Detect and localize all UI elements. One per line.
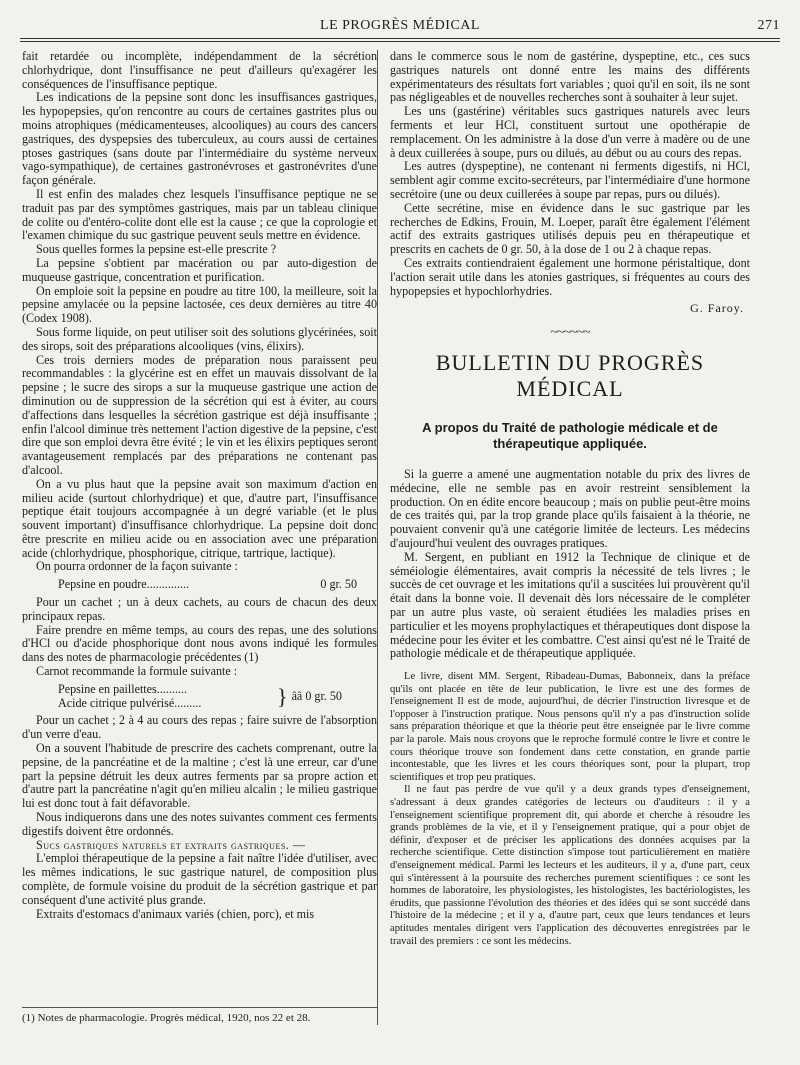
left-column xyxy=(22,50,377,921)
paragraph: Ces extraits contiendraient également une hormone péristaltique, dont l'action serait utile dans les atonies gastriques, si fréquentes au cours des hypopepsies et hypochlorhydries. xyxy=(390,255,750,298)
paragraph: On emploie soit la pepsine en poudre au titre 100, la meilleure, soit la pepsine amylacée ou la pepsine lactosée, ces deux dernières au titre 40 (Codex 1908). xyxy=(22,283,377,326)
formula-ingredient: Pepsine en poudre.............. xyxy=(58,577,189,592)
paragraph: Pour un cachet ; 2 à 4 au cours des repas ; faire suivre de l'absorption d'un verre d'eau. xyxy=(22,713,377,742)
author-signature: G. Faroy. xyxy=(690,301,744,316)
formula-dose: ââ 0 gr. 50 xyxy=(291,688,342,703)
formula-ingredient: Pepsine en paillettes.......... xyxy=(58,681,187,696)
paragraph: Sous forme liquide, on peut utiliser soit des solutions glycérinées, soit des sirops, soit des préparations alcooliques (vins, élixirs). xyxy=(22,324,377,353)
page-number: 271 xyxy=(757,18,780,33)
paragraph: M. Sergent, en publiant en 1912 la Technique de clinique et de séméiologie élémentaires, avait compris la nécessité de tels livres ; le succès de cet ouvrage et les imitations qu'il a suscitées lui prouvèrent qu'il était dans la bonne voie. Il devenait dès lors nécessaire de le compléter par un autre plus vaste, où seraient étudiées les maladies prises en particulier et les moyens prophylactiques et thérapeutiques dont dispose la médecine pour les éviter et les combattre. C'est ainsi qu'est né le Traité de pathologie médicale et de thérapeutique appliquée. xyxy=(390,549,750,661)
quoted-paragraph: Il ne faut pas perdre de vue qu'il y a deux grands types d'enseignement, s'adressant à deux grandes catégories de lecteurs ou d'auditeurs : il y a l'enseignement scientifique proprement dit, qui aborde et cherche à résoudre les grands problèmes de la vie, et il y l'enseignement pratique, qui a pour objet de définir, d'exposer et de préciser les applications des données acquises par la recherche scientifique. Cette distinction s'impose tout particulièrement en matière d'enseignement médical. Parmi les lecteurs et les auditeurs, il y a, d'une part, ceux qui s'intéressent à la poursuite des recherches purement scientifiques : ce sont les hommes de laboratoire, les physiologistes, les histologistes, les bactériologistes, les érudits, que passionne l'évolution des théories et des idées qui se sont succédé dans l'histoire de la médecine ; et il y a, d'autre part, ceux que leurs tendances et leurs aptitudes mentales dirigent vers l'application des découvertes enregistrées par le travail des premiers : ce sont les médecins. xyxy=(390,784,750,947)
paragraph: On a vu plus haut que la pepsine avait son maximum d'action en milieu acide (surtout chlorhydrique) et que, d'autre part, l'insuffisance peptique était toujours accompagnée à un degré variable (et le plus souvent important) d'insuffisance chlorhydrique. La pepsine doit donc être prescrite en milieu acide ou en association avec une préparation acide (chlorhydrique, phosphorique, citrique, tartrique, lactique). xyxy=(22,476,377,560)
paragraph: Sous quelles formes la pepsine est-elle prescrite ? xyxy=(36,242,277,257)
formula-ingredient: Acide citrique pulvérisé......... xyxy=(58,695,202,710)
paragraph: Ces trois derniers modes de préparation nous paraissent peu recommandables : la glycérine est en effet un mauvais dissolvant de la pepsine ; le sucre des sirops a sur la muqueuse gastrique une action de diminution ou de suppression de la sécrétion qui est à éviter, au cours d'affections dans lesquelles la sécrétion gastrique est déjà insuffisante ; enfin l'alcool diminue très nettement l'action digestive de la pepsine, c'est dire que son emploi devra être évité ; le vin et les élixirs peptiques seront avantageusement remplacés par des préparations ne contenant pas d'alcool. xyxy=(22,352,377,477)
paragraph: Nous indiquerons dans une des notes suivantes comment ces ferments digestifs doivent être ordonnés. xyxy=(22,810,377,838)
subsection-heading: Sucs gastriques naturels et extraits gastriques. — xyxy=(36,837,306,852)
journal-title: LE PROGRÈS MÉDICAL xyxy=(320,18,480,33)
prescription-formula xyxy=(58,578,377,592)
footnote: (1) Notes de pharmacologie. Progrès médical, 1920, nos 22 et 28. xyxy=(22,1012,311,1024)
paragraph: On a souvent l'habitude de prescrire des cachets comprenant, outre la pepsine, de la pancréatine et de la maltine ; c'est là une erreur, car d'une part la pepsine détruit les deux autres ferments par sa propre action et d'autre part la pancréatine n'agit qu'en milieu alcalin ; le milieu gastrique lui est donc tout à fait défavorable. xyxy=(22,741,377,811)
bulletin-title: BULLETIN DU PROGRÈS MÉDICAL xyxy=(435,349,705,401)
right-column xyxy=(390,50,750,948)
paragraph: La pepsine s'obtient par macération ou par auto-digestion de muqueuse gastrique, concentration et purification. xyxy=(22,255,377,284)
paragraph: Cette secrétine, mise en évidence dans le suc gastrique par les recherches de Edkins, Frouin, M. Loeper, paraît être également l'élément actif des extraits gastriques utilisés depuis peu en thérapeutique et prescrits en cachets de 0 gr. 50, à la dose de 1 ou 2 à chaque repas. xyxy=(390,200,750,257)
carnot-formula xyxy=(58,683,377,711)
paragraph: Carnot recommande la formule suivante : xyxy=(36,664,238,679)
paragraph: dans le commerce sous le nom de gastérine, dyspeptine, etc., ces sucs gastriques naturels ont donné entre les mains des différents expérimentateurs des résultats fort variables ; quoi qu'il en soit, ils ne sont pas négligeables et de nouvelles recherches sont à souhaiter à leur sujet. xyxy=(390,49,750,105)
brace-symbol: } xyxy=(277,683,288,709)
formula-dose: 0 gr. 50 xyxy=(320,577,357,592)
header-rule xyxy=(20,38,780,42)
paragraph: Les autres (dyspeptine), ne contenant ni ferments digestifs, ni HCl, semblent agir comme excito-secréteurs, par l'intermédiaire d'une hormone secrétoire (une ou deux cuillerées à soupe par repas, purs ou dilués). xyxy=(390,159,750,201)
footnote-rule xyxy=(22,1007,377,1008)
paragraph: Faire prendre en même temps, au cours des repas, une des solutions d'HCl ou d'acide phosphorique dont nous avons indiqué les formules dans des notes de pharmacologie précédentes (1) xyxy=(22,622,377,665)
running-head xyxy=(20,18,780,36)
quoted-paragraph: Le livre, disent MM. Sergent, Ribadeau-Dumas, Babonneix, dans la préface qu'ils ont placée en tête de leur publication, le livre est une des formes de l'enseignement Il est de mode, aujourd'hui, de décrier l'instruction livresque et de l'opposer à l'instruction pratique. Nous pensons qu'il n'y a pas d'instruction solide sans préparation théorique et que la théorie peut être enseignée par le livre comme par la parole. Mais nous croyons que le reproche formulé contre le livre et contre le cours théorique trouve son fondement dans cette constation, en grande partie incontestable, que les livres et les cours théoriques sont, pour la plupart, trop scientifiques et trop peu pratiques. xyxy=(390,671,750,783)
section-title: A propos du Traité de pathologie médicale et de thérapeutique appliquée. xyxy=(422,419,718,451)
paragraph: Extraits d'estomacs d'animaux variés (chien, porc), et mis xyxy=(36,906,315,921)
paragraph: Les indications de la pepsine sont donc les insuffisances gastriques, les hypopepsies, qu'on rencontre au cours de certaines gastrites plus ou moins atrophiques (médicamenteuses, alcooliques) au cours des cancers gastriques, des dyspepsies des tuberculeux, au cours aussi de certaines ptoses gastriques (sans doute par l'intermédiaire du système nerveux vago-sympathique), de certaines gastronévroses et gastronévrites d'une façon générale. xyxy=(22,90,377,188)
paragraph: L'emploi thérapeutique de la pepsine a fait naître l'idée d'utiliser, avec les mêmes indications, le suc gastrique naturel, de composition plus complète, de formule voisine du produit de la sécrétion gastrique et par conséquent d'une activité plus grande. xyxy=(22,851,377,907)
paragraph: Les uns (gastérine) véritables sucs gastriques naturels avec leurs ferments et leur HCl, constituent surtout une opothérapie de remplacement. On les administre à la dose d'un verre à madère ou de une à deux cuillerées à soupe, purs ou dilués, au début ou au cours des repas. xyxy=(390,104,750,160)
paragraph: Si la guerre a amené une augmentation notable du prix des livres de médecine, elle ne semble pas en avoir restreint sensiblement la production. On en édite encore beaucoup ; mais on publie peut-être moins de ces traités qui, par la trop grande place qu'ils faisaient à la théorie, ne pouvaient convenir qu'à une catégorie limitée de lecteurs. Les médecins d'aujourd'hui veulent des ouvrages pratiques. xyxy=(390,466,750,550)
column-divider xyxy=(377,50,378,1025)
paragraph: fait retardée ou incomplète, indépendamment de la sécrétion chlorhydrique, dont l'insuffisance ne peut d'ailleurs qu'exagérer les conséquences de l'insuffisance peptique. xyxy=(22,49,377,91)
paragraph: On pourra ordonner de la façon suivante : xyxy=(36,559,238,574)
section-ornament: ~~~~~~ xyxy=(550,325,590,341)
paragraph: Il est enfin des malades chez lesquels l'insuffisance peptique ne se traduit pas par des symptômes gastriques, mais par un tableau clinique de colite ou d'entéro-colite dont elle est la cause ; ce que la coprologie et l'examen chimique du suc gastrique peuvent seuls mettre en évidence. xyxy=(22,186,377,243)
paragraph: Pour un cachet ; un à deux cachets, au cours de chacun des deux principaux repas. xyxy=(22,595,377,623)
